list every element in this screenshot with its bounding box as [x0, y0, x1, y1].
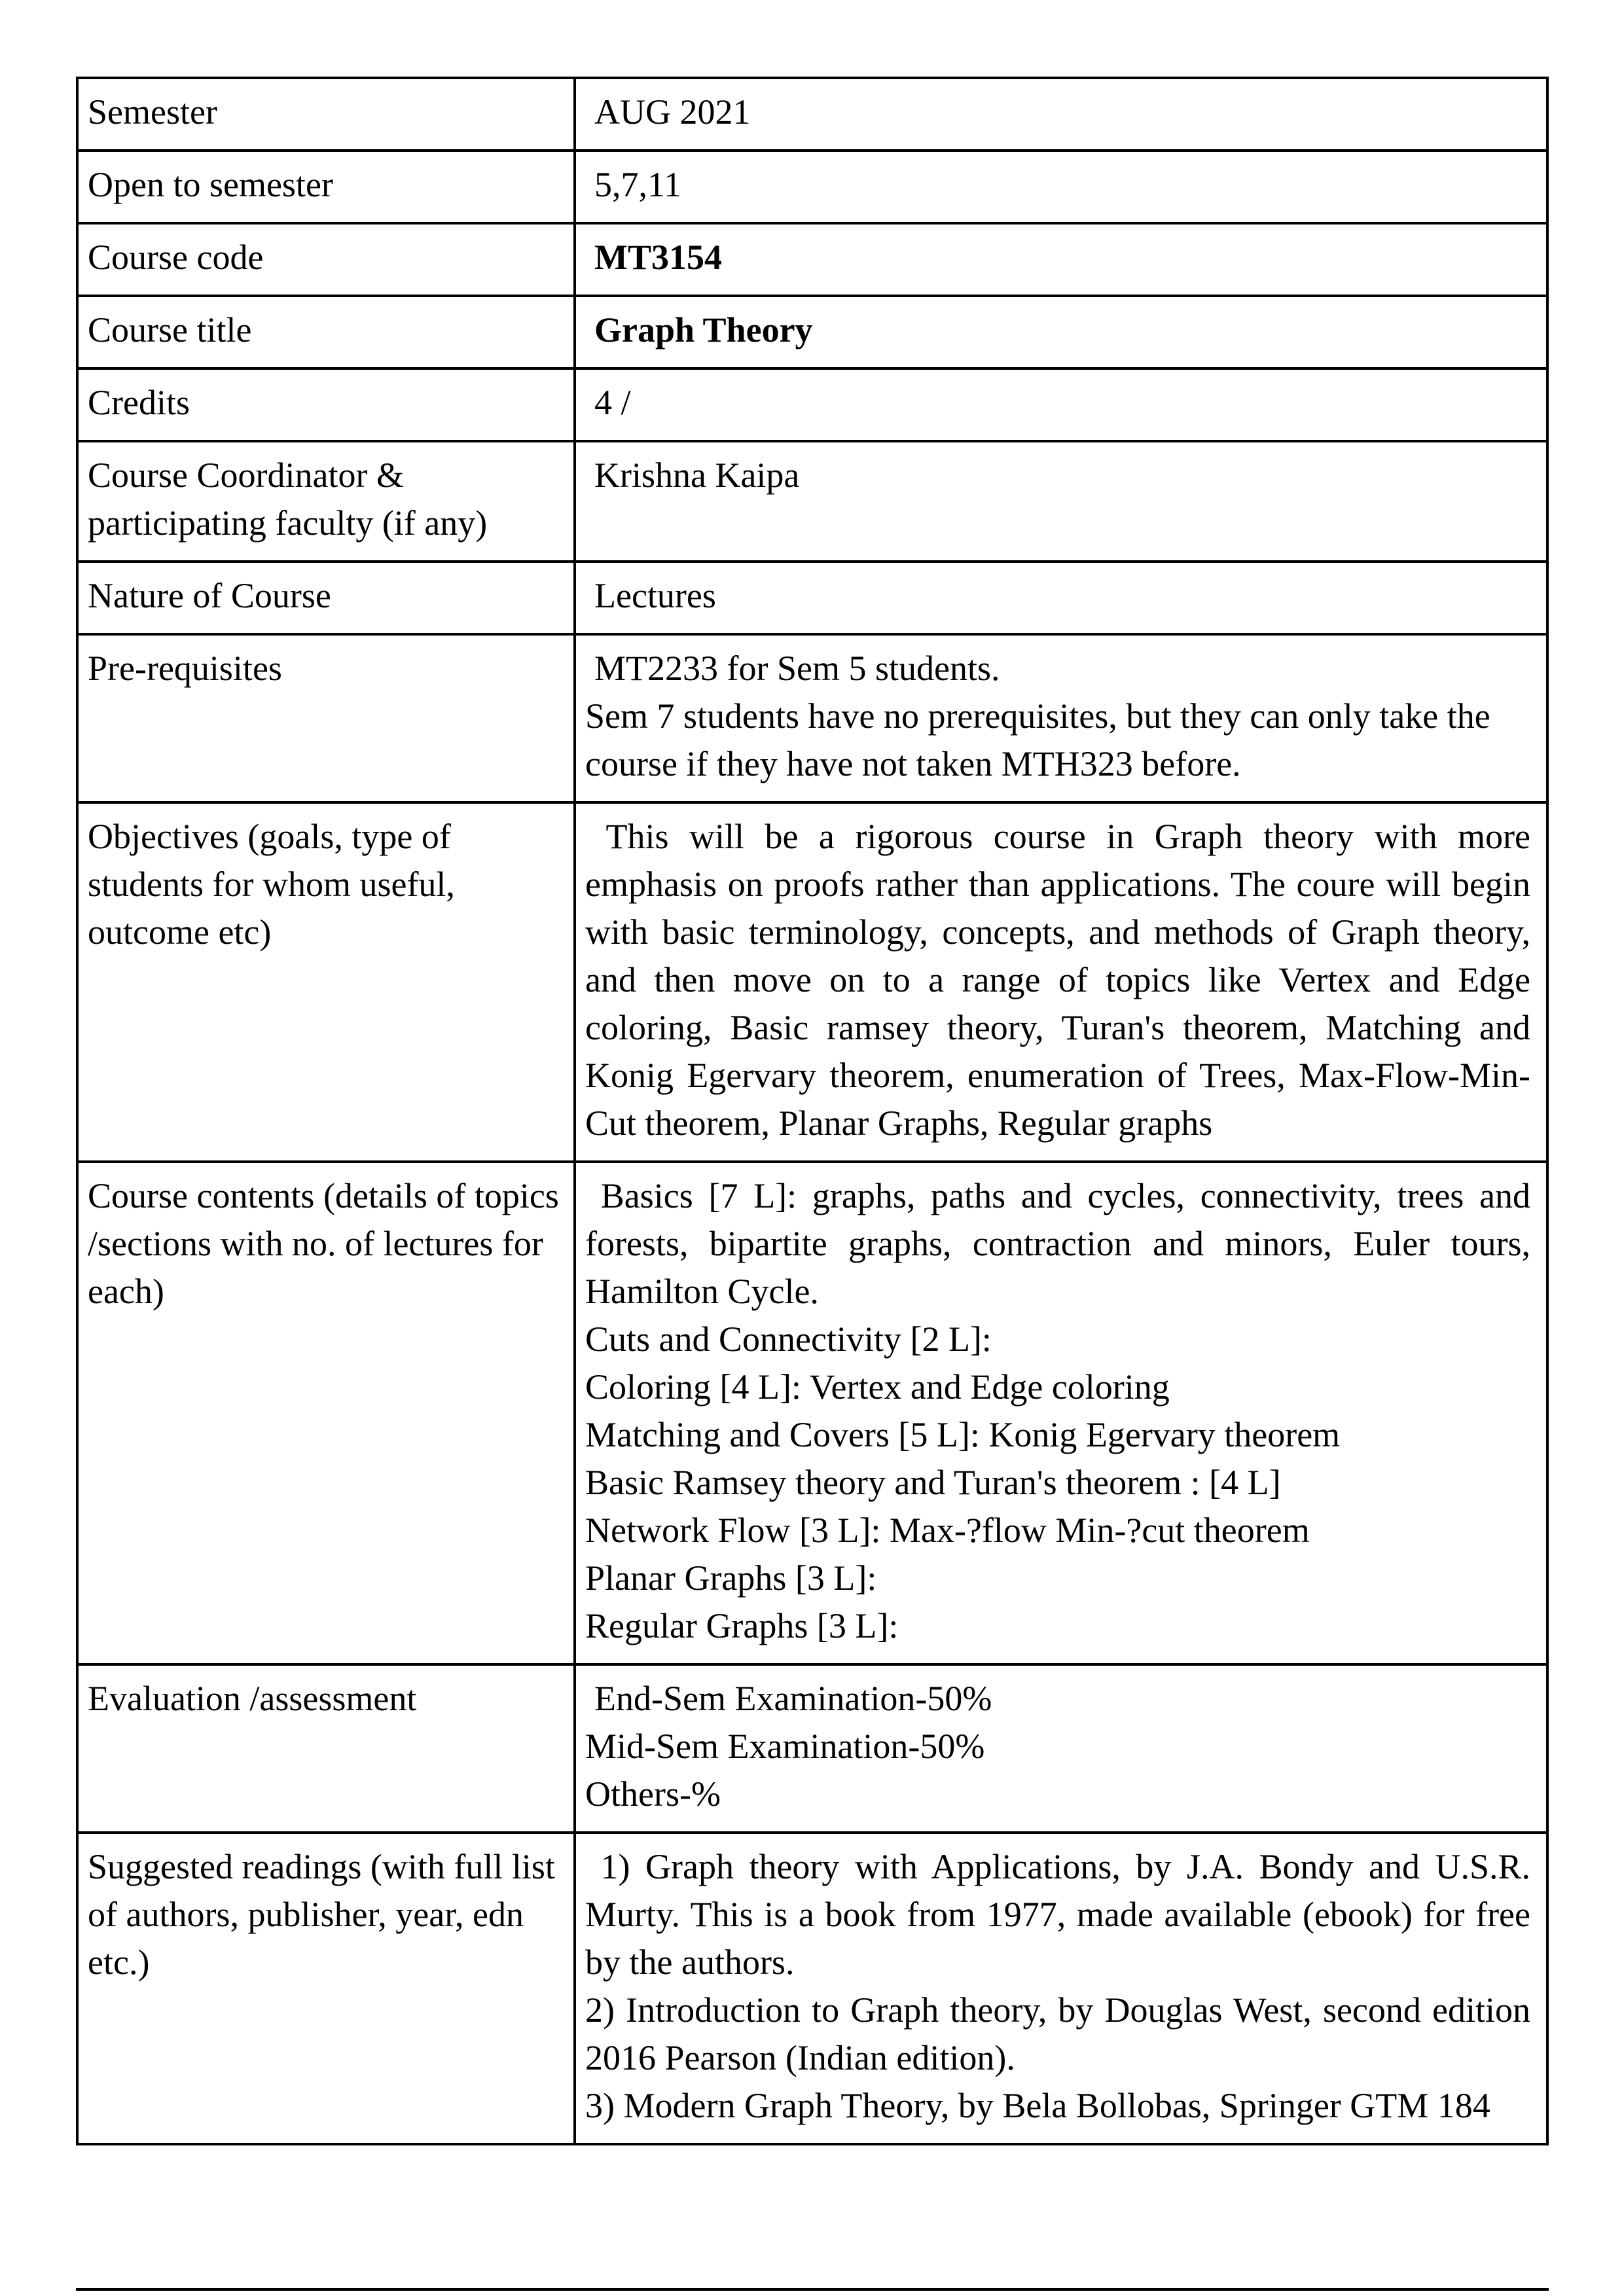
course-code-value: MT3154 — [575, 223, 1547, 296]
contents-line: Planar Graphs [3 L]: — [585, 1558, 877, 1598]
table-row — [77, 802, 1547, 1162]
table-row — [77, 562, 1547, 634]
table-row — [77, 1664, 1547, 1833]
open-to-semester-value: 5,7,11 — [575, 151, 1547, 223]
course-code-label: Course code — [77, 223, 575, 296]
semester-label: Semester — [77, 78, 575, 151]
table-row — [77, 1833, 1547, 2144]
semester-value: AUG 2021 — [575, 78, 1547, 151]
table-row — [77, 296, 1547, 368]
evaluation-line: Mid-Sem Examination-50% — [585, 1727, 985, 1766]
contents-line: Basic Ramsey theory and Turan's theorem : [4 L] — [585, 1463, 1281, 1502]
course-title-label: Course title — [77, 296, 575, 368]
evaluation-line: Others-% — [585, 1774, 721, 1814]
credits-value: 4 / — [575, 368, 1547, 441]
evaluation-label: Evaluation /assessment — [77, 1664, 575, 1833]
objectives-label: Objectives (goals, type of students for whom useful, outcome etc) — [77, 802, 575, 1162]
credits-label: Credits — [77, 368, 575, 441]
evaluation-value — [575, 1664, 1547, 1833]
contents-line: Network Flow [3 L]: Max-?flow Min-?cut theorem — [585, 1511, 1310, 1550]
reading-item: 3) Modern Graph Theory, by Bela Bollobas, Springer GTM 184 — [585, 2086, 1490, 2125]
nature-of-course-label: Nature of Course — [77, 562, 575, 634]
coordinator-label: Course Coordinator & participating faculty (if any) — [77, 441, 575, 562]
course-contents-label: Course contents (details of topics /sections with no. of lectures for each) — [77, 1162, 575, 1664]
contents-line: Basics [7 L]: graphs, paths and cycles, connectivity, trees and forests, bipartite graphs, contraction and minors, Euler tours, Hamilton Cycle. — [585, 1176, 1531, 1311]
table-row — [77, 78, 1547, 151]
contents-line: Regular Graphs [3 L]: — [585, 1606, 899, 1645]
prerequisites-value — [575, 634, 1547, 802]
contents-line: Matching and Covers [5 L]: Konig Egervary theorem — [585, 1415, 1341, 1454]
table-row — [77, 634, 1547, 802]
contents-line: Coloring [4 L]: Vertex and Edge coloring — [585, 1367, 1170, 1407]
table-row — [77, 151, 1547, 223]
footer-rule — [76, 2288, 1549, 2291]
prerequisites-line: MT2233 for Sem 5 students. — [594, 649, 1000, 688]
course-title-value: Graph Theory — [575, 296, 1547, 368]
table-row — [77, 368, 1547, 441]
open-to-semester-label: Open to semester — [77, 151, 575, 223]
reading-item: 2) Introduction to Graph theory, by Douglas West, second edition 2016 Pearson (Indian edition). — [585, 1990, 1530, 2077]
prerequisites-label: Pre-requisites — [77, 634, 575, 802]
table-row — [77, 223, 1547, 296]
course-contents-value — [575, 1162, 1547, 1664]
objectives-value: This will be a rigorous course in Graph theory with more emphasis on proofs rather than applications. The coure will begin with basic terminology, concepts, and methods of Graph theory, and then move on to a range of topics like Vertex and Edge coloring, Basic ramsey theory, Turan's theorem, Matching and Konig Egervary theorem, enumeration of Trees, Max-Flow-Min-Cut theorem, Planar Graphs, Regular graphs — [575, 802, 1547, 1162]
suggested-readings-label: Suggested readings (with full list of authors, publisher, year, edn etc.) — [77, 1833, 575, 2144]
table-row — [77, 441, 1547, 562]
evaluation-line: End-Sem Examination-50% — [594, 1679, 992, 1718]
table-row — [77, 1162, 1547, 1664]
suggested-readings-value — [575, 1833, 1547, 2144]
nature-of-course-value: Lectures — [575, 562, 1547, 634]
reading-item: 1) Graph theory with Applications, by J.A. Bondy and U.S.R. Murty. This is a book from 1977, made available (ebook) for free by the authors. — [585, 1847, 1530, 1982]
prerequisites-line: Sem 7 students have no prerequisites, but they can only take the course if they have not taken MTH323 before. — [585, 696, 1490, 783]
contents-line: Cuts and Connectivity [2 L]: — [585, 1319, 992, 1359]
coordinator-value: Krishna Kaipa — [575, 441, 1547, 562]
course-info-table — [76, 77, 1549, 2145]
